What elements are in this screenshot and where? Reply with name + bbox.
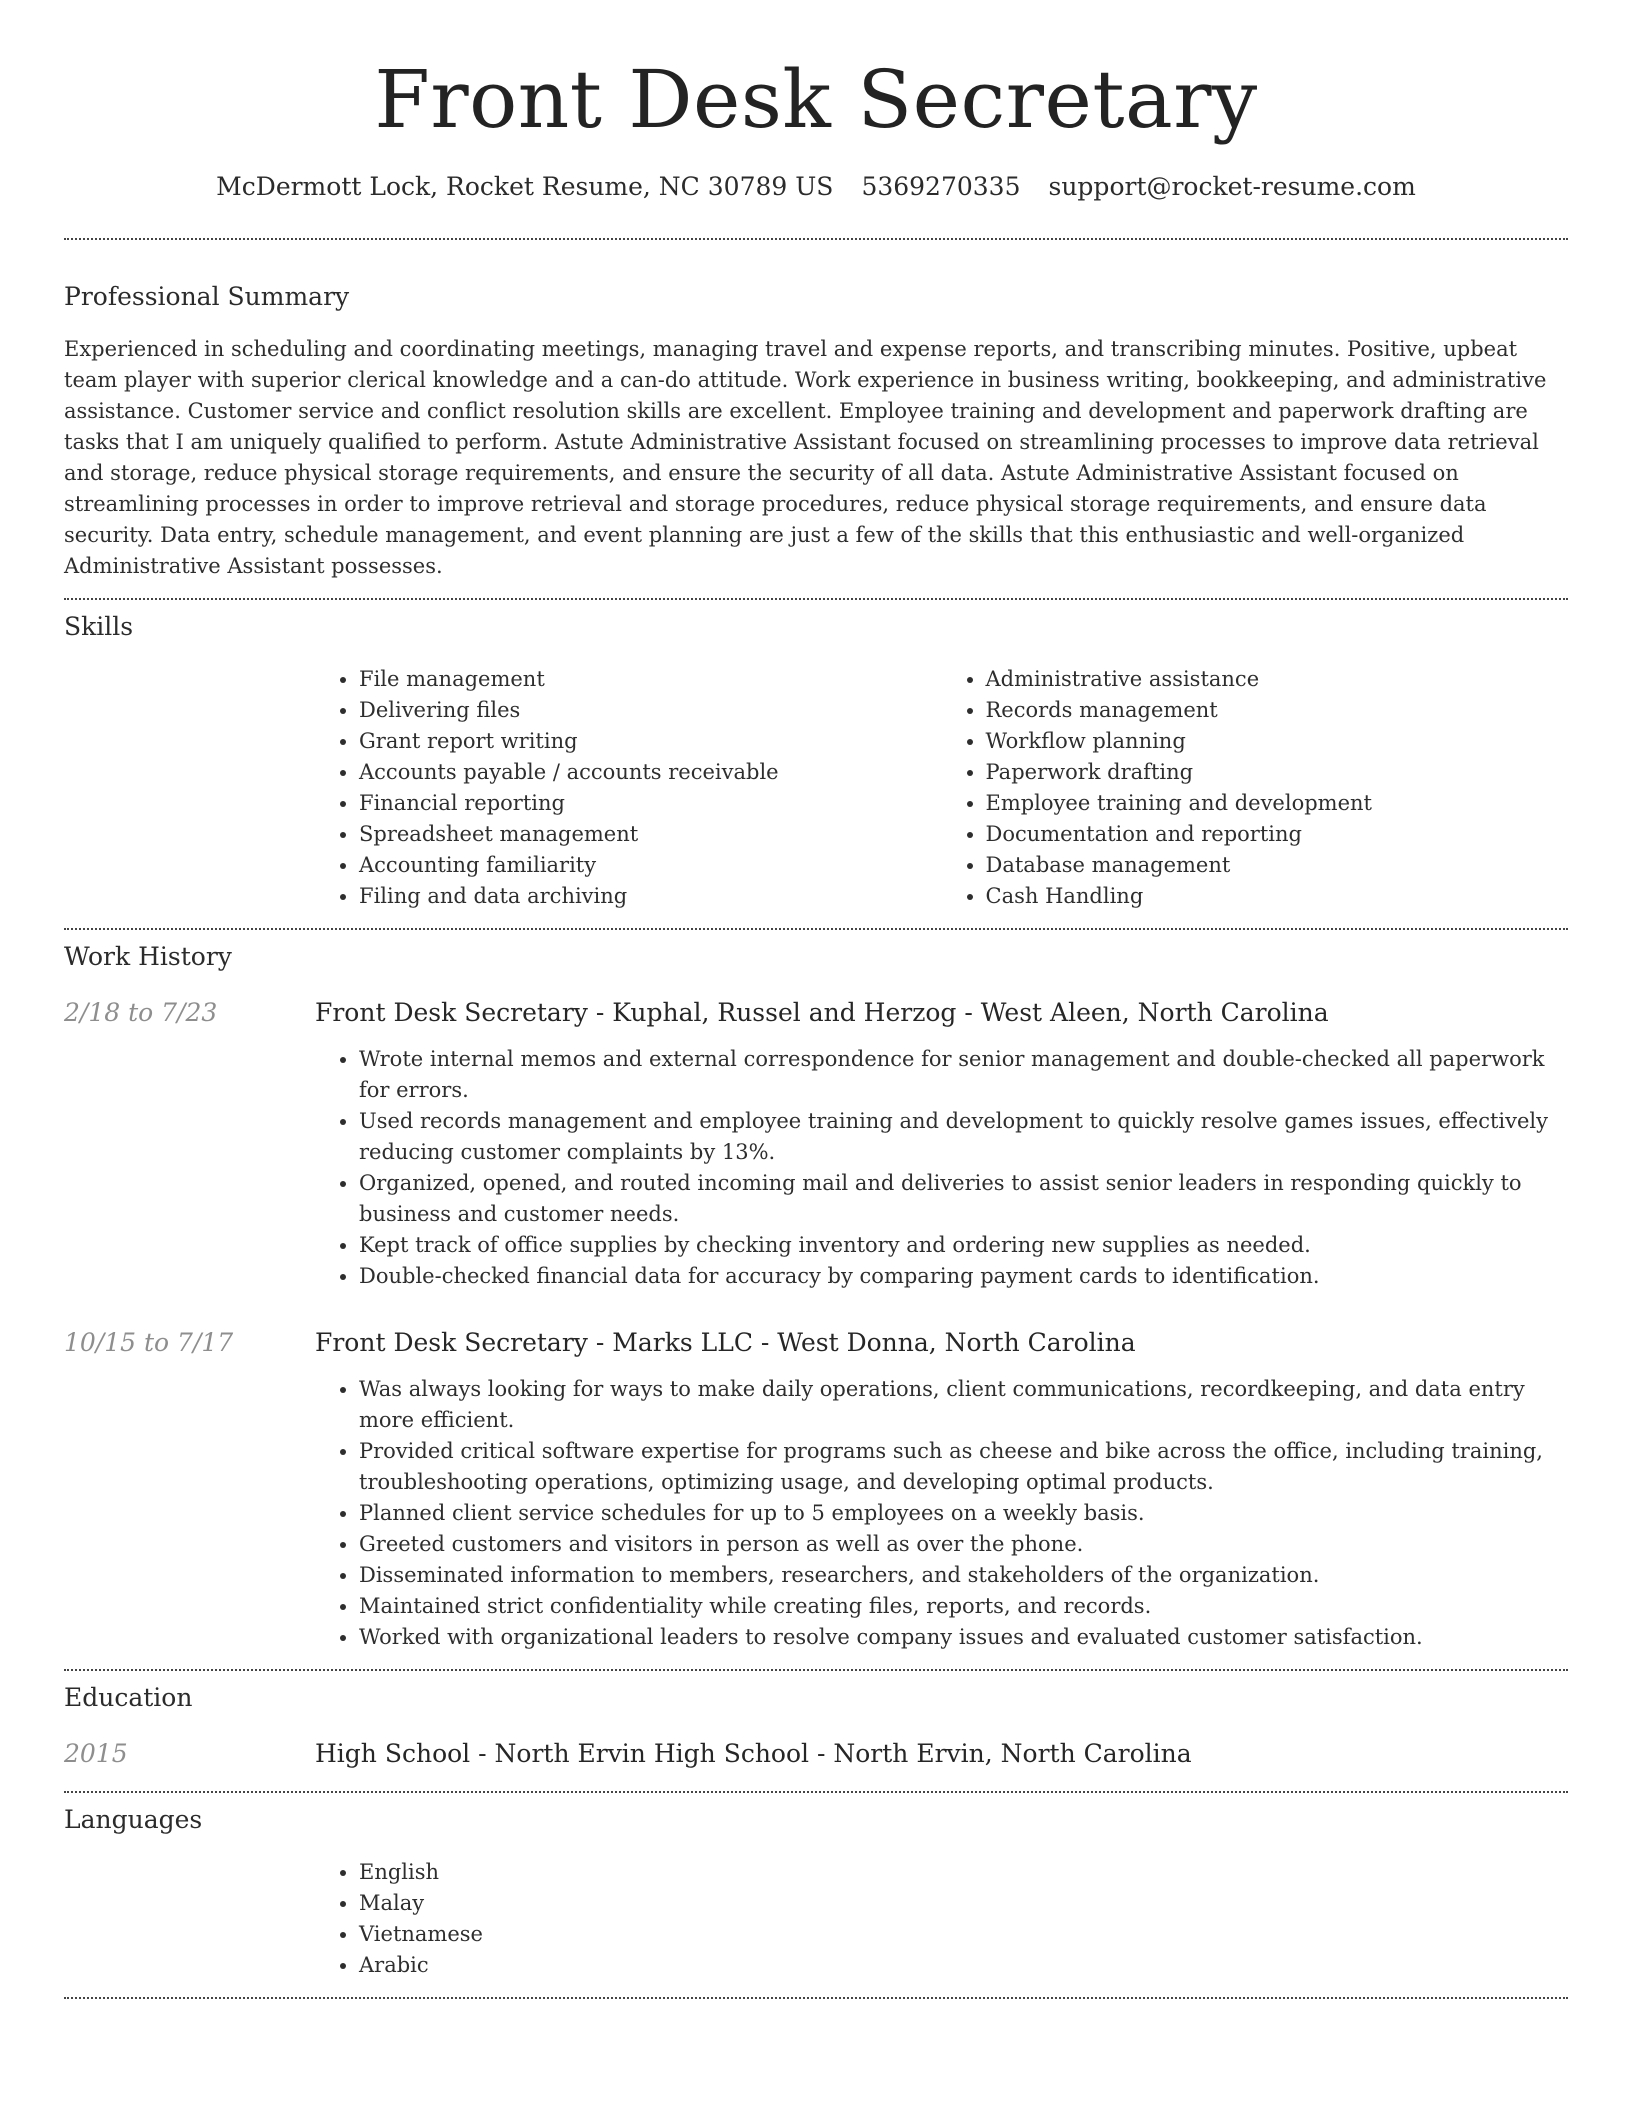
resume-name: Front Desk Secretary — [374, 53, 1258, 146]
job-bullet: • Kept track of office supplies by checking inventory and ordering new supplies as needed. — [359, 1230, 1568, 1261]
job-bullet: • Wrote internal memos and external correspondence for senior management and double-checked all paperwork for errors. — [359, 1044, 1568, 1106]
skill-item: • Financial reporting — [359, 788, 942, 819]
job-entry — [64, 1326, 1568, 1653]
skill-item: • Documentation and reporting — [986, 819, 1569, 850]
skill-item: • Employee training and development — [986, 788, 1569, 819]
skill-item: • Cash Handling — [986, 881, 1569, 912]
resume-page — [64, 0, 1568, 1999]
skill-item: • File management — [359, 664, 942, 695]
job-bullet: • Provided critical software expertise for programs such as cheese and bike across the office, including training, troubleshooting operations, optimizing usage, and developing optimal products. — [359, 1436, 1568, 1498]
job-bullet: • Maintained strict confidentiality while creating files, reports, and records. — [359, 1591, 1568, 1622]
language-item: • Malay — [359, 1888, 1568, 1919]
job-heading: Front Desk Secretary - Marks LLC - West Donna, North Carolina — [315, 1328, 1136, 1357]
job-heading: Front Desk Secretary - Kuphal, Russel and Herzog - West Aleen, North Carolina — [315, 998, 1329, 1027]
work-history-title: Work History — [64, 942, 232, 971]
language-item: • Vietnamese — [359, 1919, 1568, 1950]
contact-email[interactable]: support@rocket-resume.com — [1048, 172, 1416, 201]
skill-item: • Workflow planning — [986, 726, 1569, 757]
professional-summary-text: Experienced in scheduling and coordinating meetings, managing travel and expense reports, and transcribing minutes. Positive, upbeat team player with superior clerical knowledge and a can-do attitude. Work experience in business writing, bookkeeping, and administrative assistance. Customer service and conflict resolution skills are excellent. Employee training and development and paperwork drafting are tasks that I am uniquely qualified to perform. Astute Administrative Assistant focused on streamlining processes to improve data retrieval and storage, reduce physical storage requirements, and ensure the security of all data. Astute Administrative Assistant focused on streamlining processes in order to improve retrieval and storage procedures, reduce physical storage requirements, and ensure data security. Data entry, schedule management, and event planning are just a few of the skills that this enthusiastic and well-organized Administrative Assistant possesses. — [64, 337, 1547, 578]
section-divider — [64, 1997, 1568, 1999]
language-item: • English — [359, 1857, 1568, 1888]
education-date: 2015 — [64, 1739, 128, 1768]
job-bullets — [315, 1374, 1568, 1653]
skills-list-right — [942, 664, 1569, 912]
job-bullet: • Was always looking for ways to make daily operations, client communications, recordkeeping, and data entry more efficient. — [359, 1374, 1568, 1436]
contact-phone: 5369270335 — [861, 172, 1021, 201]
job-bullet: • Worked with organizational leaders to resolve company issues and evaluated customer satisfaction. — [359, 1622, 1568, 1653]
skill-item: • Accounts payable / accounts receivable — [359, 757, 942, 788]
education-section — [64, 1671, 1568, 1771]
job-bullets — [315, 1044, 1568, 1292]
job-bullet: • Greeted customers and visitors in person as well as over the phone. — [359, 1529, 1568, 1560]
education-title: Education — [64, 1683, 193, 1712]
job-bullet: • Organized, opened, and routed incoming mail and deliveries to assist senior leaders in responding quickly to business and customer needs. — [359, 1168, 1568, 1230]
skills-title: Skills — [64, 612, 134, 641]
job-bullet: • Double-checked financial data for accuracy by comparing payment cards to identification. — [359, 1261, 1568, 1292]
skill-item: • Records management — [986, 695, 1569, 726]
job-date: 2/18 to 7/23 — [64, 998, 218, 1027]
skill-item: • Spreadsheet management — [359, 819, 942, 850]
job-date: 10/15 to 7/17 — [64, 1328, 234, 1357]
skill-item: • Delivering files — [359, 695, 942, 726]
professional-summary-section — [64, 240, 1568, 582]
skill-item: • Filing and data archiving — [359, 881, 942, 912]
job-header — [64, 1326, 1568, 1360]
languages-title: Languages — [64, 1805, 203, 1834]
work-history-section — [64, 930, 1568, 1653]
job-bullet: • Planned client service schedules for up to 5 employees on a weekly basis. — [359, 1498, 1568, 1529]
contact-line — [64, 170, 1568, 204]
skill-item: • Administrative assistance — [986, 664, 1569, 695]
contact-address: McDermott Lock, Rocket Resume, NC 30789 US — [216, 172, 834, 201]
skill-item: • Accounting familiarity — [359, 850, 942, 881]
skills-section — [64, 600, 1568, 912]
languages-section — [64, 1793, 1568, 1981]
skill-item: • Paperwork drafting — [986, 757, 1569, 788]
education-entry — [64, 1737, 1568, 1771]
skills-list-left — [315, 664, 942, 912]
language-item: • Arabic — [359, 1950, 1568, 1981]
job-header — [64, 996, 1568, 1030]
professional-summary-title: Professional Summary — [64, 282, 350, 311]
skill-item: • Grant report writing — [359, 726, 942, 757]
education-heading: High School - North Ervin High School - North Ervin, North Carolina — [315, 1739, 1192, 1768]
job-bullet: • Used records management and employee training and development to quickly resolve games issues, effectively reducing customer complaints by 13%. — [359, 1106, 1568, 1168]
skills-columns — [315, 664, 1568, 912]
languages-list — [315, 1857, 1568, 1981]
job-entry — [64, 996, 1568, 1292]
job-bullet: • Disseminated information to members, researchers, and stakeholders of the organization. — [359, 1560, 1568, 1591]
skill-item: • Database management — [986, 850, 1569, 881]
